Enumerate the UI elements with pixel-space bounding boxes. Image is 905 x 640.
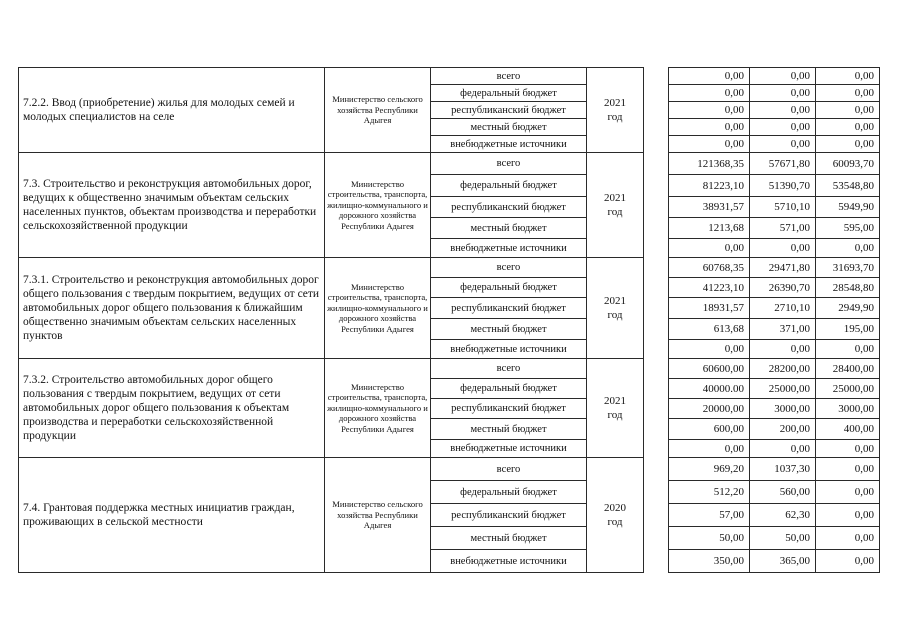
value-cell: 600,00 — [669, 419, 750, 440]
budget-table — [18, 67, 880, 573]
value-cell: 969,20 — [669, 458, 750, 481]
value-cell: 81223,10 — [669, 175, 750, 197]
value-cell: 0,00 — [816, 527, 880, 550]
value-cell: 26390,70 — [750, 278, 816, 298]
value-cell: 0,00 — [669, 68, 750, 85]
value-cell: 0,00 — [816, 440, 880, 458]
funding-source-cell: внебюджетные источники — [431, 136, 587, 153]
year-cell: 2020 год — [587, 458, 644, 573]
value-cell: 28200,00 — [750, 359, 816, 379]
value-cell: 365,00 — [750, 550, 816, 573]
value-cell: 0,00 — [669, 239, 750, 258]
spacer-cell — [644, 278, 669, 298]
value-cell: 0,00 — [750, 85, 816, 102]
value-cell: 571,00 — [750, 218, 816, 239]
value-cell: 371,00 — [750, 319, 816, 340]
funding-source-cell: всего — [431, 258, 587, 278]
value-cell: 60600,00 — [669, 359, 750, 379]
value-cell: 2710,10 — [750, 298, 816, 319]
value-cell: 1037,30 — [750, 458, 816, 481]
funding-source-cell: республиканский бюджет — [431, 102, 587, 119]
value-cell: 0,00 — [816, 68, 880, 85]
value-cell: 51390,70 — [750, 175, 816, 197]
measure-name-cell: 7.2.2. Ввод (приобретение) жилья для молодых семей и молодых специалистов на селе — [19, 68, 325, 153]
value-cell: 350,00 — [669, 550, 750, 573]
funding-source-cell: всего — [431, 153, 587, 175]
value-cell: 60768,35 — [669, 258, 750, 278]
funding-source-cell: внебюджетные источники — [431, 550, 587, 573]
funding-source-cell: федеральный бюджет — [431, 175, 587, 197]
spacer-cell — [644, 481, 669, 504]
value-cell: 0,00 — [816, 239, 880, 258]
value-cell: 38931,57 — [669, 197, 750, 218]
value-cell: 28548,80 — [816, 278, 880, 298]
spacer-cell — [644, 419, 669, 440]
value-cell: 57,00 — [669, 504, 750, 527]
measure-name-cell: 7.4. Грантовая поддержка местных инициатив граждан, проживающих в сельской местности — [19, 458, 325, 573]
spacer-cell — [644, 239, 669, 258]
value-cell: 0,00 — [816, 102, 880, 119]
measure-name-cell: 7.3.2. Строительство автомобильных дорог общего пользования с твердым покрытием, ведущих от сети автомобильных дорог общего пользования к объектам производства и переработки сельскохозяйственной продукции — [19, 359, 325, 458]
value-cell: 40000.00 — [669, 379, 750, 399]
spacer-cell — [644, 340, 669, 359]
value-cell: 0,00 — [669, 440, 750, 458]
spacer-cell — [644, 319, 669, 340]
spacer-cell — [644, 102, 669, 119]
table-row — [19, 359, 880, 379]
value-cell: 20000,00 — [669, 399, 750, 419]
value-cell: 0,00 — [669, 136, 750, 153]
funding-source-cell: внебюджетные источники — [431, 239, 587, 258]
table-row — [19, 68, 880, 85]
responsible-executor-cell: Министерство строительства, транспорта, жилищно-коммунального и дорожного хозяйства Республики Адыгея — [325, 258, 431, 359]
value-cell: 0,00 — [669, 119, 750, 136]
responsible-executor-cell: Министерство строительства, транспорта, жилищно-коммунального и дорожного хозяйства Республики Адыгея — [325, 359, 431, 458]
funding-source-cell: федеральный бюджет — [431, 481, 587, 504]
responsible-executor-cell: Министерство сельского хозяйства Республики Адыгея — [325, 68, 431, 153]
value-cell: 512,20 — [669, 481, 750, 504]
value-cell: 595,00 — [816, 218, 880, 239]
value-cell: 200,00 — [750, 419, 816, 440]
value-cell: 18931,57 — [669, 298, 750, 319]
funding-source-cell: всего — [431, 458, 587, 481]
spacer-cell — [644, 85, 669, 102]
value-cell: 0,00 — [816, 119, 880, 136]
funding-source-cell: республиканский бюджет — [431, 399, 587, 419]
value-cell: 0,00 — [750, 102, 816, 119]
spacer-cell — [644, 175, 669, 197]
funding-source-cell: местный бюджет — [431, 419, 587, 440]
funding-source-cell: федеральный бюджет — [431, 379, 587, 399]
table-row — [19, 258, 880, 278]
value-cell: 25000,00 — [750, 379, 816, 399]
funding-source-cell: местный бюджет — [431, 119, 587, 136]
spacer-cell — [644, 440, 669, 458]
value-cell: 0,00 — [669, 340, 750, 359]
funding-source-cell: республиканский бюджет — [431, 298, 587, 319]
funding-source-cell: всего — [431, 68, 587, 85]
value-cell: 400,00 — [816, 419, 880, 440]
value-cell: 60093,70 — [816, 153, 880, 175]
value-cell: 0,00 — [816, 136, 880, 153]
spacer-cell — [644, 258, 669, 278]
value-cell: 5710,10 — [750, 197, 816, 218]
spacer-cell — [644, 136, 669, 153]
value-cell: 2949,90 — [816, 298, 880, 319]
year-cell: 2021 год — [587, 258, 644, 359]
funding-source-cell: республиканский бюджет — [431, 504, 587, 527]
value-cell: 0,00 — [750, 136, 816, 153]
spacer-cell — [644, 119, 669, 136]
value-cell: 0,00 — [669, 85, 750, 102]
value-cell: 31693,70 — [816, 258, 880, 278]
spacer-cell — [644, 399, 669, 419]
funding-source-cell: местный бюджет — [431, 218, 587, 239]
year-cell: 2021 год — [587, 153, 644, 258]
table-row — [19, 153, 880, 175]
value-cell: 0,00 — [816, 504, 880, 527]
spacer-cell — [644, 359, 669, 379]
value-cell: 41223,10 — [669, 278, 750, 298]
value-cell: 0,00 — [816, 85, 880, 102]
value-cell: 560,00 — [750, 481, 816, 504]
spacer-cell — [644, 218, 669, 239]
value-cell: 62,30 — [750, 504, 816, 527]
year-cell: 2021 год — [587, 68, 644, 153]
funding-source-cell: всего — [431, 359, 587, 379]
value-cell: 3000,00 — [750, 399, 816, 419]
value-cell: 0,00 — [750, 440, 816, 458]
funding-source-cell: федеральный бюджет — [431, 85, 587, 102]
value-cell: 57671,80 — [750, 153, 816, 175]
measure-name-cell: 7.3. Строительство и реконструкция автомобильных дорог, ведущих к общественно значимым объектам сельских населенных пунктов, объектам производства и переработки сельскохозяйственной продукции — [19, 153, 325, 258]
responsible-executor-cell: Министерство сельского хозяйства Республики Адыгея — [325, 458, 431, 573]
value-cell: 0,00 — [816, 340, 880, 359]
measure-name-cell: 7.3.1. Строительство и реконструкция автомобильных дорог общего пользования с твердым покрытием, ведущих от сети автомобильных дорог общего пользования к ближайшим общественно значимым объектам сельских населенных пунктов — [19, 258, 325, 359]
value-cell: 0,00 — [816, 458, 880, 481]
spacer-cell — [644, 68, 669, 85]
value-cell: 25000,00 — [816, 379, 880, 399]
value-cell: 3000,00 — [816, 399, 880, 419]
value-cell: 29471,80 — [750, 258, 816, 278]
value-cell: 28400,00 — [816, 359, 880, 379]
spacer-cell — [644, 197, 669, 218]
value-cell: 0,00 — [750, 340, 816, 359]
funding-source-cell: внебюджетные источники — [431, 340, 587, 359]
value-cell: 0,00 — [816, 481, 880, 504]
value-cell: 613,68 — [669, 319, 750, 340]
spacer-cell — [644, 504, 669, 527]
funding-source-cell: федеральный бюджет — [431, 278, 587, 298]
funding-source-cell: местный бюджет — [431, 527, 587, 550]
value-cell: 0,00 — [750, 239, 816, 258]
value-cell: 0,00 — [669, 102, 750, 119]
value-cell: 0,00 — [750, 68, 816, 85]
funding-source-cell: внебюджетные источники — [431, 440, 587, 458]
funding-source-cell: республиканский бюджет — [431, 197, 587, 218]
table-row — [19, 458, 880, 481]
spacer-cell — [644, 458, 669, 481]
value-cell: 5949,90 — [816, 197, 880, 218]
value-cell: 50,00 — [669, 527, 750, 550]
value-cell: 195,00 — [816, 319, 880, 340]
year-cell: 2021 год — [587, 359, 644, 458]
value-cell: 50,00 — [750, 527, 816, 550]
value-cell: 0,00 — [750, 119, 816, 136]
spacer-cell — [644, 153, 669, 175]
funding-source-cell: местный бюджет — [431, 319, 587, 340]
value-cell: 1213,68 — [669, 218, 750, 239]
value-cell: 53548,80 — [816, 175, 880, 197]
responsible-executor-cell: Министерство строительства, транспорта, жилищно-коммунального и дорожного хозяйства Республики Адыгея — [325, 153, 431, 258]
spacer-cell — [644, 298, 669, 319]
value-cell: 121368,35 — [669, 153, 750, 175]
spacer-cell — [644, 379, 669, 399]
value-cell: 0,00 — [816, 550, 880, 573]
spacer-cell — [644, 550, 669, 573]
spacer-cell — [644, 527, 669, 550]
